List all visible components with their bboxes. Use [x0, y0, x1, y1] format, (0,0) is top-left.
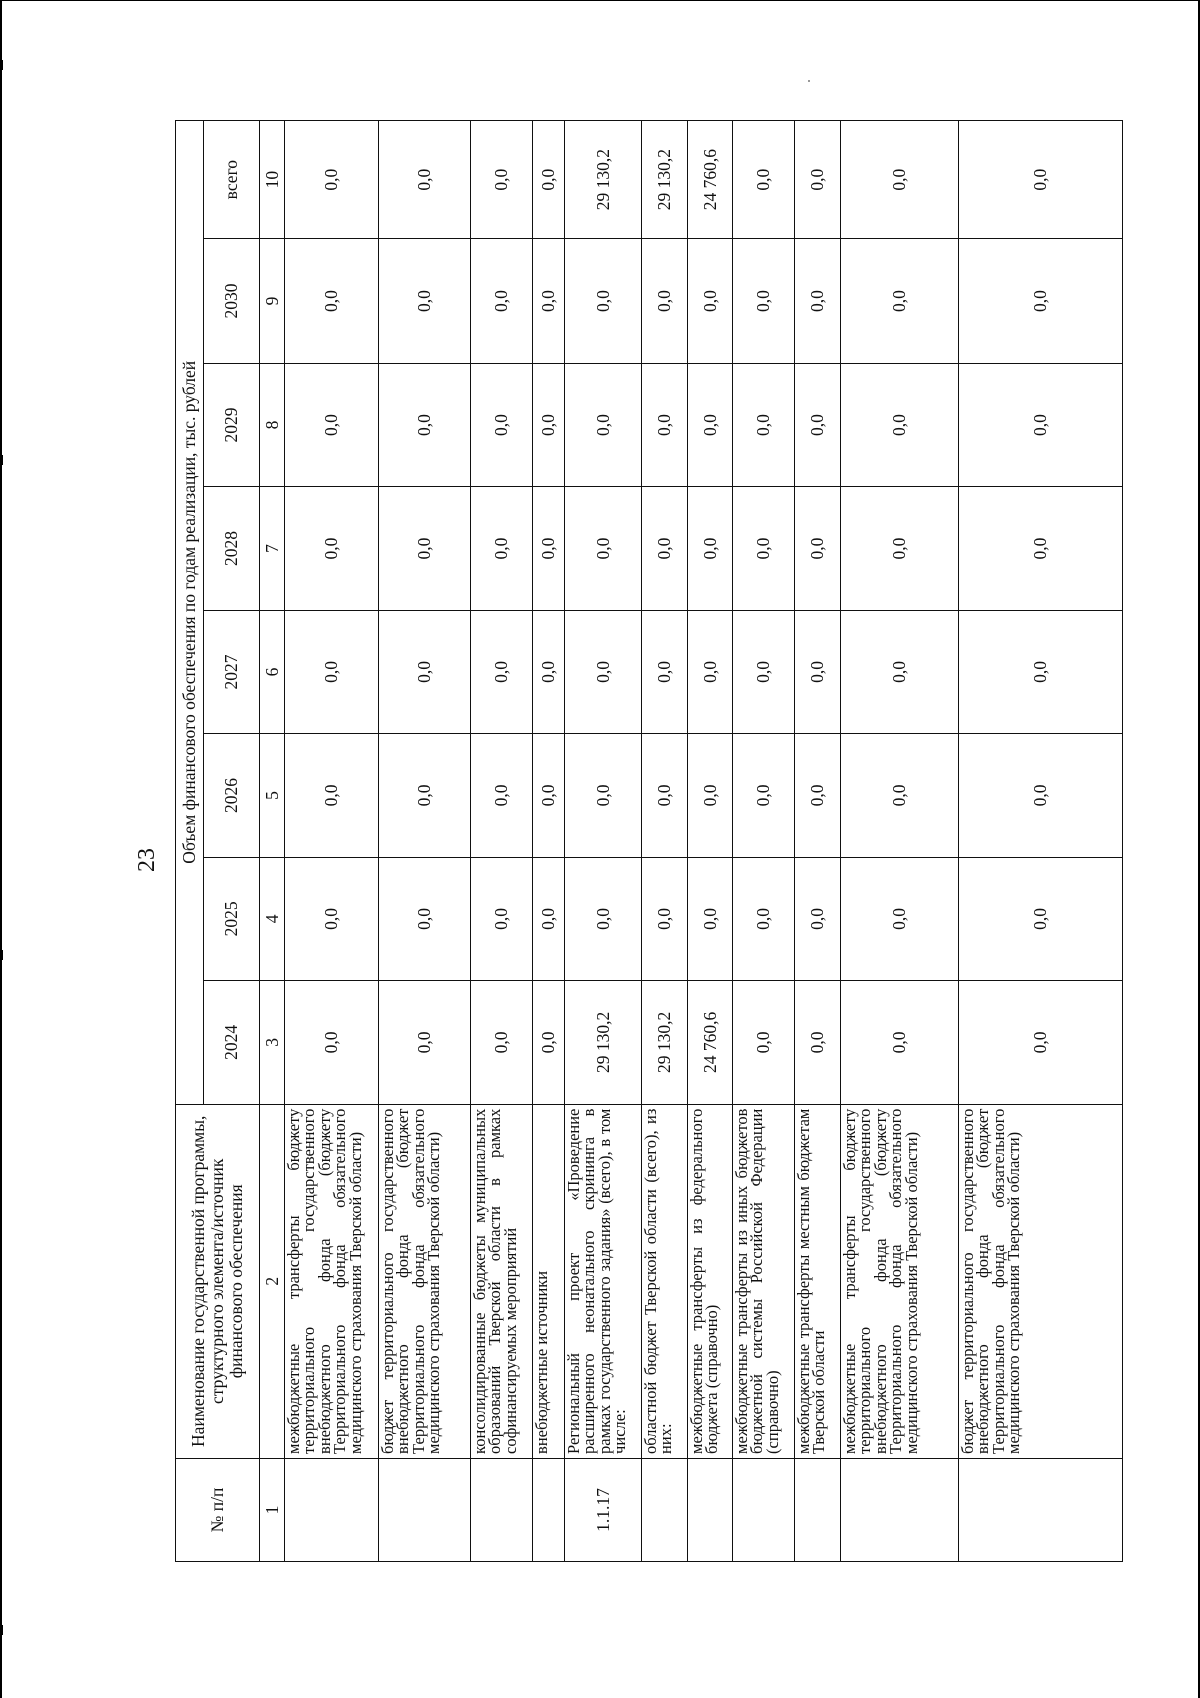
- row-name: бюджет территориального государственного внебюджетного фонда (бюджет Территориального фонда обязательного медицинского страхования Тверской области): [959, 1104, 1123, 1458]
- table-row: [379, 121, 471, 1562]
- row-value: 0,0: [285, 363, 379, 486]
- row-name: внебюджетные источники: [533, 1104, 565, 1458]
- header-total: всего: [204, 121, 260, 239]
- row-value: 0,0: [285, 121, 379, 239]
- row-value: 0,0: [795, 487, 841, 610]
- row-value: 0,0: [795, 239, 841, 364]
- finance-table: [175, 120, 1123, 1562]
- row-value: 0,0: [379, 734, 471, 857]
- row-value: 0,0: [642, 610, 688, 733]
- row-value: 0,0: [565, 734, 642, 857]
- row-value: 0,0: [841, 121, 959, 239]
- column-number: 6: [260, 610, 285, 733]
- row-value: 0,0: [533, 857, 565, 980]
- column-number: 3: [260, 981, 285, 1104]
- row-number: [841, 1458, 959, 1561]
- column-number: 2: [260, 1104, 285, 1458]
- row-value: 0,0: [733, 487, 795, 610]
- table-row: [565, 121, 642, 1562]
- scan-edge-mark: [0, 455, 3, 465]
- row-number: [959, 1458, 1123, 1561]
- header-col-num: № п/п: [176, 1458, 260, 1561]
- row-value: 0,0: [841, 857, 959, 980]
- row-value: 0,0: [733, 363, 795, 486]
- row-value: 0,0: [841, 487, 959, 610]
- row-value: 24 760,6: [688, 981, 733, 1104]
- table-row: [688, 121, 733, 1562]
- row-value: 0,0: [795, 734, 841, 857]
- row-value: 0,0: [795, 981, 841, 1104]
- row-value: 0,0: [565, 610, 642, 733]
- table-row: [795, 121, 841, 1562]
- row-value: 0,0: [959, 734, 1123, 857]
- row-value: 0,0: [688, 610, 733, 733]
- row-value: 0,0: [733, 610, 795, 733]
- row-value: 0,0: [959, 239, 1123, 364]
- column-number: 4: [260, 857, 285, 980]
- row-value: 0,0: [841, 981, 959, 1104]
- row-value: 0,0: [642, 487, 688, 610]
- row-value: 0,0: [841, 610, 959, 733]
- row-value: 0,0: [642, 734, 688, 857]
- row-value: 0,0: [688, 734, 733, 857]
- row-value: 0,0: [533, 981, 565, 1104]
- row-number: [379, 1458, 471, 1561]
- row-value: 0,0: [688, 363, 733, 486]
- row-value: 0,0: [841, 239, 959, 364]
- header-group-title: Объем финансового обеспечения по годам реализации, тыс. рублей: [176, 121, 204, 1105]
- row-value: 0,0: [733, 857, 795, 980]
- row-value: 0,0: [688, 239, 733, 364]
- table-row: [285, 121, 379, 1562]
- row-value: 0,0: [533, 363, 565, 486]
- row-name: межбюджетные трансферты местным бюджетам Тверской области: [795, 1104, 841, 1458]
- row-name: Региональный проект «Проведение расширенного неонатального скрининга в рамках государственного задания» (всего), в том числе:: [565, 1104, 642, 1458]
- row-value: 0,0: [471, 981, 533, 1104]
- header-year: 2030: [204, 239, 260, 364]
- row-value: 29 130,2: [642, 981, 688, 1104]
- row-value: 0,0: [379, 121, 471, 239]
- row-value: 0,0: [533, 121, 565, 239]
- row-value: 0,0: [795, 610, 841, 733]
- row-value: 0,0: [565, 363, 642, 486]
- row-name: межбюджетные трансферты бюджету территориального государственного внебюджетного фонда (бюджету Территориального фонда обязательного медицинского страхования Тверской области): [285, 1104, 379, 1458]
- row-value: 0,0: [642, 363, 688, 486]
- row-value: 0,0: [733, 121, 795, 239]
- scan-edge-mark: [0, 60, 3, 70]
- column-number: 5: [260, 734, 285, 857]
- row-value: 0,0: [733, 734, 795, 857]
- row-value: 0,0: [533, 239, 565, 364]
- row-value: 0,0: [733, 239, 795, 364]
- row-value: 0,0: [841, 363, 959, 486]
- row-value: 0,0: [959, 610, 1123, 733]
- row-value: 0,0: [533, 487, 565, 610]
- table-row: [642, 121, 688, 1562]
- row-value: 0,0: [533, 610, 565, 733]
- row-number: [688, 1458, 733, 1561]
- table-row: [959, 121, 1123, 1562]
- row-name: бюджет территориального государственного внебюджетного фонда (бюджет Территориального фонда обязательного медицинского страхования Тверской области): [379, 1104, 471, 1458]
- row-value: 0,0: [565, 857, 642, 980]
- rotated-table-wrapper: [175, 120, 1123, 1562]
- row-value: 0,0: [379, 363, 471, 486]
- row-value: 0,0: [379, 610, 471, 733]
- row-value: 24 760,6: [688, 121, 733, 239]
- row-value: 0,0: [565, 239, 642, 364]
- header-year: 2027: [204, 610, 260, 733]
- table-row: [733, 121, 795, 1562]
- row-value: 0,0: [533, 734, 565, 857]
- row-value: 0,0: [471, 857, 533, 980]
- row-number: [471, 1458, 533, 1561]
- row-value: 29 130,2: [565, 121, 642, 239]
- row-value: 0,0: [688, 857, 733, 980]
- row-value: 0,0: [688, 487, 733, 610]
- row-number: [642, 1458, 688, 1561]
- row-value: 0,0: [959, 121, 1123, 239]
- row-value: 0,0: [285, 239, 379, 364]
- column-number-row: [260, 121, 285, 1562]
- row-value: 0,0: [642, 239, 688, 364]
- column-number: 8: [260, 363, 285, 486]
- header-col-name: Наименование государственной программы, структурного элемента/источник финансового обеспечения: [176, 1104, 260, 1458]
- row-name: межбюджетные трансферты бюджету территориального государственного внебюджетного фонда (бюджету Территориального фонда обязательного медицинского страхования Тверской области): [841, 1104, 959, 1458]
- scan-left-edge: [0, 0, 2, 1698]
- row-name: областной бюджет Тверской области (всего), из них:: [642, 1104, 688, 1458]
- row-value: 0,0: [795, 857, 841, 980]
- row-number: [285, 1458, 379, 1561]
- row-number: 1.1.17: [565, 1458, 642, 1561]
- table-row: [533, 121, 565, 1562]
- row-value: 0,0: [471, 239, 533, 364]
- row-value: 0,0: [379, 981, 471, 1104]
- row-value: 0,0: [795, 121, 841, 239]
- row-value: 0,0: [379, 239, 471, 364]
- row-value: 0,0: [471, 610, 533, 733]
- header-year: 2029: [204, 363, 260, 486]
- row-value: 0,0: [959, 487, 1123, 610]
- row-value: 0,0: [285, 487, 379, 610]
- row-value: 0,0: [565, 487, 642, 610]
- column-number: 9: [260, 239, 285, 364]
- table-row: [841, 121, 959, 1562]
- row-value: 0,0: [733, 981, 795, 1104]
- row-value: 0,0: [471, 363, 533, 486]
- header-year: 2025: [204, 857, 260, 980]
- row-value: 0,0: [285, 981, 379, 1104]
- scan-edge-mark: [0, 1625, 3, 1635]
- row-value: 0,0: [471, 734, 533, 857]
- row-number: [733, 1458, 795, 1561]
- row-value: 0,0: [959, 363, 1123, 486]
- column-number: 1: [260, 1458, 285, 1561]
- row-value: 0,0: [795, 363, 841, 486]
- row-value: 0,0: [959, 857, 1123, 980]
- row-value: 0,0: [285, 610, 379, 733]
- row-number: [795, 1458, 841, 1561]
- row-value: 0,0: [959, 981, 1123, 1104]
- row-name: консолидированные бюджеты муниципальных образований Тверской области в рамках софинансируемых мероприятий: [471, 1104, 533, 1458]
- scan-top-edge: [0, 0, 1200, 1]
- row-number: [533, 1458, 565, 1561]
- row-name: межбюджетные трансферты из иных бюджетов бюджетной системы Российской Федерации (справочно): [733, 1104, 795, 1458]
- scan-edge-mark: [0, 950, 3, 960]
- row-value: 0,0: [285, 734, 379, 857]
- row-value: 29 130,2: [565, 981, 642, 1104]
- row-value: 0,0: [642, 857, 688, 980]
- page-number: 23: [134, 848, 160, 872]
- row-value: 0,0: [471, 121, 533, 239]
- row-value: 29 130,2: [642, 121, 688, 239]
- scan-speck: [808, 80, 810, 82]
- row-value: 0,0: [285, 857, 379, 980]
- row-value: 0,0: [379, 487, 471, 610]
- header-row-1: [176, 121, 204, 1562]
- column-number: 10: [260, 121, 285, 239]
- table-row: [471, 121, 533, 1562]
- row-value: 0,0: [471, 487, 533, 610]
- header-year: 2028: [204, 487, 260, 610]
- row-name: межбюджетные трансферты из федерального бюджета (справочно): [688, 1104, 733, 1458]
- header-year: 2024: [204, 981, 260, 1104]
- column-number: 7: [260, 487, 285, 610]
- row-value: 0,0: [841, 734, 959, 857]
- header-year: 2026: [204, 734, 260, 857]
- row-value: 0,0: [379, 857, 471, 980]
